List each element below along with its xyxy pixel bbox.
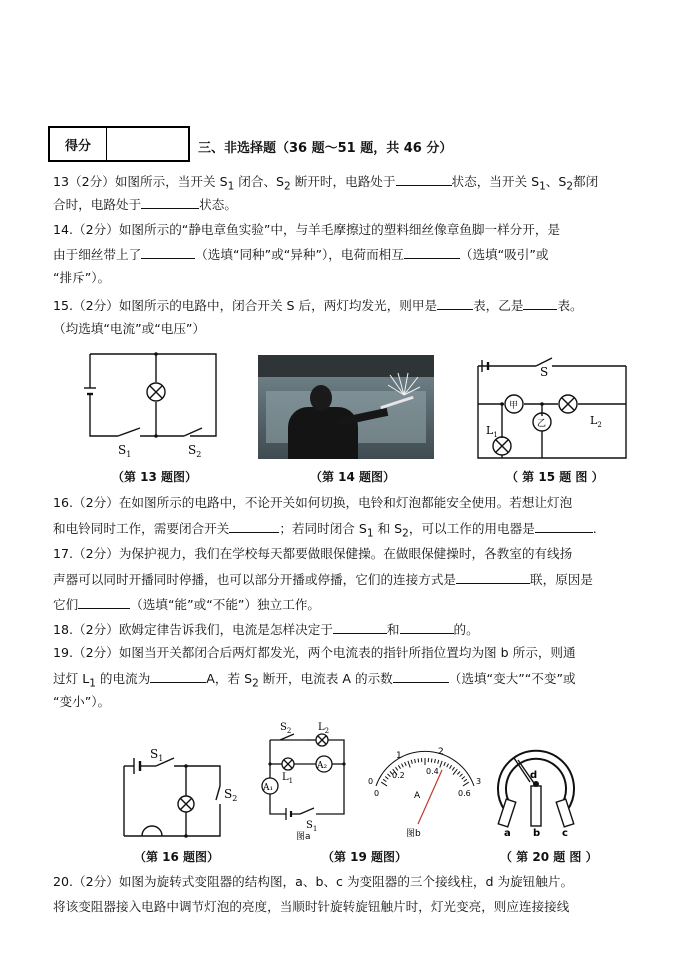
q15-line-2: （均选填“电流”或“电压”） — [53, 321, 206, 336]
q13-sub: 1 — [539, 180, 546, 193]
q16-text: 和 S — [373, 521, 403, 536]
figure-19a-circuit — [256, 718, 356, 840]
q13-sub: 1 — [227, 180, 235, 193]
q13-line-1 — [53, 173, 598, 195]
scale-top-1: 1 — [396, 751, 402, 761]
q16-line-2 — [53, 520, 597, 542]
answer-blank[interactable] — [456, 571, 530, 584]
fig16-s2-label: $S_2$ — [224, 787, 238, 803]
q13-text: 状态，当开关 S — [451, 174, 540, 189]
meter-tick — [418, 759, 419, 763]
q13-line-2 — [53, 196, 237, 213]
q16-sub: 2 — [402, 527, 409, 540]
fig19-s1-label: $S_1$ — [306, 820, 318, 833]
fig20-d-label: d — [530, 770, 538, 781]
q18-text: 和 — [386, 622, 400, 637]
answer-blank[interactable] — [400, 621, 454, 634]
scale-end-0: 0 — [368, 777, 374, 786]
answer-blank[interactable] — [437, 297, 473, 310]
photo-tinsel — [386, 371, 422, 399]
meter-letter: A — [414, 791, 421, 801]
q16-text: ；若同时闭合 S — [279, 521, 367, 536]
fig15-l2-label: $L_2$ — [590, 414, 602, 429]
score-label: 得分 — [50, 128, 107, 160]
q19-sub: 2 — [252, 677, 259, 690]
score-blank — [107, 128, 188, 160]
fig19-s2-label: $S_2$ — [280, 722, 292, 735]
meter-tick — [396, 767, 398, 770]
q14-line-2 — [53, 246, 549, 263]
q16-sub: 1 — [366, 527, 374, 540]
q13-text: 状态。 — [199, 197, 237, 212]
meter-tick — [383, 779, 386, 781]
fig19-a1-label: A₁ — [263, 783, 274, 793]
scale-end-3: 3 — [476, 777, 482, 786]
fig15-jia-label: 甲 — [509, 401, 519, 411]
meter-tick — [452, 767, 454, 770]
meter-tick — [398, 765, 400, 768]
q14-line-1: 14.（2分）如图所示的“静电章鱼实验”中，与羊毛摩擦过的塑料细丝像章鱼脚一样分开，是 — [53, 222, 561, 237]
meter-tick — [388, 774, 391, 777]
meter-tick — [381, 782, 387, 786]
fig13-s2-label: $S_2$ — [188, 443, 202, 459]
q17-text: 声器可以同时开播同时停播，也可以部分开播或停播，它们的连接方式是 — [53, 572, 456, 587]
fig20-a-label: a — [504, 828, 511, 838]
answer-blank[interactable] — [78, 596, 130, 609]
meter-tick — [463, 782, 469, 786]
q17-text: 它们 — [53, 597, 79, 612]
q13-sub: 2 — [566, 180, 574, 193]
q19-sub: 1 — [89, 677, 96, 690]
meter-tick — [464, 779, 467, 781]
q15-text: 表，乙是 — [473, 298, 524, 313]
q16-text: . — [592, 521, 597, 536]
q19-text: 过灯 L — [53, 671, 90, 686]
photo-person — [288, 407, 358, 459]
fig20-c-label: c — [562, 828, 568, 838]
meter-tick — [415, 759, 416, 763]
q16-text: ，可以工作的用电器是 — [408, 521, 535, 536]
q14-text: 由于细丝带上了 — [53, 247, 142, 262]
q19-text: （选填“变大”“不变”或 — [448, 671, 576, 686]
meter-tick — [402, 764, 404, 768]
q17-line-1: 17.（2分）为保护视力，我们在学校每天都要做眼保健操。在做眼保健操时，各教室的有线扬 — [53, 546, 573, 561]
meter-tick — [411, 760, 412, 764]
meter-tick — [447, 764, 449, 768]
meter-tick — [440, 761, 442, 768]
q15-line-1 — [53, 297, 583, 314]
fig15-l1-label: $L_1$ — [486, 424, 498, 439]
q19-text: A，若 S — [206, 671, 253, 686]
q19-text: 断开，电流表 A 的示数 — [258, 671, 393, 686]
q17-line-3 — [53, 596, 320, 613]
answer-blank[interactable] — [150, 670, 206, 683]
fig13-caption: （第 13 题图） — [112, 470, 198, 484]
scale-top-2: 2 — [438, 747, 444, 757]
q17-text: 联，原因是 — [530, 572, 593, 587]
fig15-s-label: S — [540, 365, 549, 379]
meter-tick — [405, 762, 407, 766]
scale-end-0b: 0 — [374, 789, 380, 798]
scale-end-06: 0.6 — [458, 789, 471, 798]
q18-text: 的。 — [453, 622, 479, 637]
figure-14-photo — [258, 355, 434, 459]
fig16-caption: （第 16 题图） — [134, 850, 220, 864]
meter-tick — [431, 759, 432, 763]
meter-tick — [457, 772, 460, 775]
score-box — [48, 126, 190, 162]
q13-sub: 2 — [284, 180, 291, 193]
q20-line-1: 20.（2分）如图为旋转式变阻器的结构图，a、b、c 为变阻器的三个接线柱，d 为旋钮触片。 — [53, 874, 574, 889]
meter-tick — [435, 759, 436, 763]
meter-tick — [450, 765, 452, 768]
q15-text: 表。 — [557, 298, 583, 313]
q20-line-2: 将该变阻器接入电路中调节灯泡的亮度，当顺时针旋转旋钮触片时，灯光变亮，则应连接接线 — [53, 899, 570, 914]
q14-line-3: “排斥”）。 — [53, 270, 111, 285]
fig15-caption: （ 第 15 题 图 ） — [506, 470, 604, 484]
meter-tick — [385, 777, 388, 780]
q13-text: 合时，电路处于 — [53, 197, 142, 212]
q13-text: 13（2分）如图所示，当开关 S — [53, 174, 228, 189]
fig14-caption: （第 14 题图） — [310, 470, 396, 484]
q14-text: （选填“吸引”或 — [459, 247, 549, 262]
answer-blank[interactable] — [141, 196, 199, 209]
scale-inner-2: 0.4 — [426, 767, 439, 776]
answer-blank[interactable] — [535, 520, 593, 533]
scale-inner-1: 0.2 — [392, 771, 405, 780]
q13-text: 、S — [545, 174, 567, 189]
figure-19b-meter — [366, 740, 484, 838]
q17-text: （选填“能”或“不能”）独立工作。 — [130, 597, 321, 612]
photo-person-head — [310, 385, 332, 411]
fig13-s1-label: $S_1$ — [118, 443, 132, 459]
figure-20-rheostat — [490, 738, 582, 838]
q18-line-1 — [53, 621, 479, 638]
figure-16-circuit — [116, 748, 248, 844]
fig16-s1-label: $S_1$ — [150, 748, 164, 763]
fig19-l1-label: $L_1$ — [282, 772, 294, 785]
q13-text: 断开时，电路处于 — [290, 174, 396, 189]
answer-blank[interactable] — [333, 621, 387, 634]
answer-blank[interactable] — [523, 297, 557, 310]
meter-tick — [453, 769, 457, 775]
fig19-label-b: 图b — [406, 829, 421, 838]
answer-blank[interactable] — [396, 173, 452, 186]
fig19-caption: （第 19 题图） — [322, 850, 408, 864]
meter-tick — [408, 761, 410, 768]
fig19-l2-label: $L_2$ — [318, 722, 330, 735]
section-title: 三、非选择题（36 题～51 题，共 46 分） — [198, 141, 453, 156]
q17-line-2 — [53, 571, 593, 588]
fig20-caption: （ 第 20 题 图 ） — [500, 850, 598, 864]
q13-text: 闭合、S — [234, 174, 285, 189]
fig20-b-label: b — [533, 828, 541, 838]
figure-15-circuit — [472, 356, 632, 462]
q18-text: 18.（2分）欧姆定律告诉我们，电流是怎样决定于 — [53, 622, 333, 637]
q19-line-1: 19.（2分）如图当开关都闭合后两灯都发光，两个电流表的指针所指位置均为图 b 所示，则通 — [53, 645, 576, 660]
q15-text: 15.（2分）如图所示的电路中，闭合开关 S 后，两灯均发光，则甲是 — [53, 298, 438, 313]
answer-blank[interactable] — [141, 246, 195, 259]
meter-tick — [438, 760, 439, 764]
q14-text: （选填“同种”或“异种”），电荷而相互 — [195, 247, 404, 262]
answer-blank[interactable] — [393, 670, 449, 683]
meter-tick — [444, 762, 446, 766]
figure-13-circuit — [84, 348, 224, 460]
fig15-yi-label: 乙 — [537, 419, 547, 429]
q16-text: 和电铃同时工作，需要闭合开关 — [53, 521, 230, 536]
q19-line-2 — [53, 670, 576, 692]
answer-blank[interactable] — [229, 520, 279, 533]
q19-line-3: “变小”）。 — [53, 694, 111, 709]
answer-blank[interactable] — [404, 246, 460, 259]
q16-line-1: 16.（2分）在如图所示的电路中，不论开关如何切换，电铃和灯泡都能安全使用。若想让灯泡 — [53, 495, 573, 510]
meter-tick — [462, 777, 465, 780]
meter-tick — [460, 774, 463, 777]
fig19-a2-label: A₂ — [317, 761, 328, 771]
q13-text: 都闭 — [573, 174, 599, 189]
meter-needle — [418, 770, 442, 824]
q19-text: 的电流为 — [95, 671, 151, 686]
fig19-label-a: 图a — [296, 832, 311, 840]
